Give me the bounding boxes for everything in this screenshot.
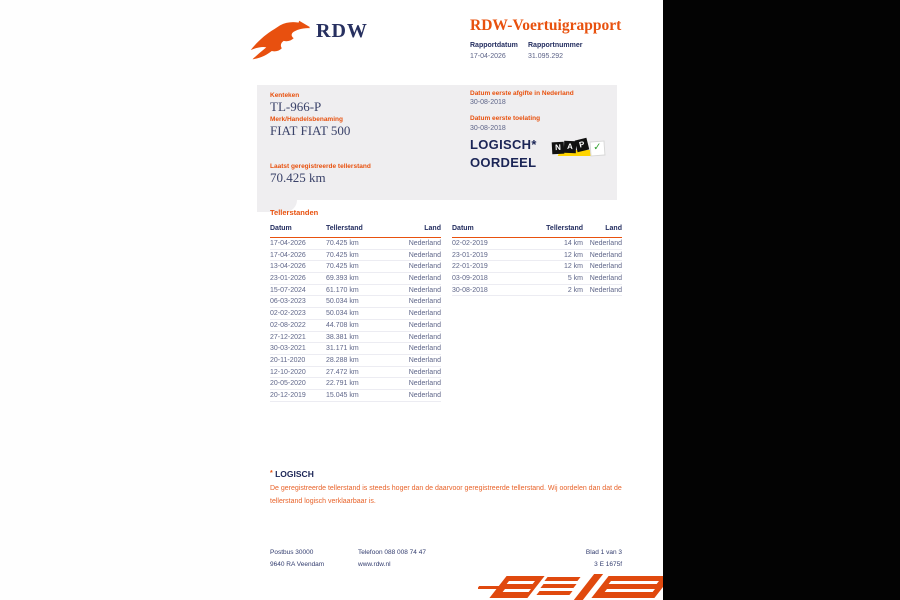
table-header <box>270 222 441 238</box>
cell-datum: 23-01-2026 <box>270 275 306 283</box>
table-row <box>270 378 441 390</box>
logisch-body: De geregistreerde tellerstand is steeds hoger dan de daarvoor geregistreerde tellerstand. Wij oordelen dan dat de tellerstand logisch verklaarbaar is. <box>270 485 622 505</box>
oordeel-text <box>470 136 537 172</box>
cell-land: Nederland <box>408 240 441 247</box>
cell-land: Nederland <box>589 275 622 283</box>
table-row <box>452 238 622 250</box>
logisch-note <box>270 469 642 508</box>
logisch-heading-text: LOGISCH <box>275 469 314 479</box>
cell-datum: 13-04-2026 <box>270 263 306 271</box>
cell-datum: 03-09-2018 <box>452 275 488 283</box>
oordeel-line2: OORDEEL <box>470 155 537 170</box>
table-row <box>452 250 622 262</box>
cell-datum: 20-12-2019 <box>270 391 306 399</box>
cell-datum: 27-12-2021 <box>270 333 306 341</box>
cell-tellerstand: 14 km <box>563 240 583 247</box>
cell-tellerstand: 38.381 km <box>326 333 359 341</box>
cell-datum: 23-01-2019 <box>452 251 488 259</box>
cell-land: Nederland <box>408 321 441 329</box>
table-row <box>270 390 441 402</box>
afgifte-label: Datum eerste afgifte in Nederland <box>470 90 574 97</box>
cell-tellerstand: 50.034 km <box>326 298 359 306</box>
kenteken-value: TL-966-P <box>270 99 322 114</box>
cell-land: Nederland <box>589 251 622 259</box>
cell-land: Nederland <box>408 263 441 271</box>
cell-tellerstand: 44.708 km <box>326 321 359 329</box>
cell-tellerstand: 31.171 km <box>326 345 359 353</box>
col-header-datum: Datum <box>270 225 292 232</box>
table-row <box>270 308 441 320</box>
cell-tellerstand: 70.425 km <box>326 251 359 259</box>
cell-datum: 02-02-2019 <box>452 240 488 247</box>
report-number-label: Rapportnummer <box>528 42 583 49</box>
cell-datum: 02-02-2023 <box>270 310 306 318</box>
footer-contact <box>358 547 426 571</box>
asterisk-marker: * <box>270 470 273 477</box>
cell-land: Nederland <box>589 263 622 271</box>
page-title: RDW-Voertuigrapport <box>470 17 622 34</box>
odometer-table-left <box>270 222 441 402</box>
footer-page-number: Blad 1 van 3 <box>585 549 622 556</box>
footer-page-info <box>470 547 622 571</box>
table-row <box>270 250 441 262</box>
cell-land: Nederland <box>408 380 441 388</box>
merk-label: Merk/Handelsbenaming <box>270 116 343 123</box>
rdw-wordmark: RDW <box>316 20 368 42</box>
cell-tellerstand: 15.045 km <box>326 391 359 399</box>
table-row <box>270 343 441 355</box>
table-header <box>452 222 622 238</box>
cell-datum: 20-05-2020 <box>270 380 306 388</box>
nap-letter-a: A <box>564 141 576 153</box>
table-row <box>452 273 622 285</box>
cell-tellerstand: 70.425 km <box>326 263 359 271</box>
toelating-label: Datum eerste toelating <box>470 115 541 122</box>
speed-lines-pattern <box>478 574 663 600</box>
cell-tellerstand: 12 km <box>563 251 583 259</box>
odometer-table-right <box>452 222 622 296</box>
tellerstand-value: 70.425 km <box>270 170 326 185</box>
col-header-tellerstand: Tellerstand <box>326 225 363 232</box>
cell-tellerstand: 27.472 km <box>326 368 359 376</box>
kenteken-label: Kenteken <box>270 92 300 99</box>
table-row <box>270 296 441 308</box>
table-row <box>270 355 441 367</box>
cell-tellerstand: 50.034 km <box>326 310 359 318</box>
col-header-datum: Datum <box>452 225 474 232</box>
black-side-panel <box>663 0 900 600</box>
cell-land: Nederland <box>408 275 441 283</box>
cell-land: Nederland <box>408 345 441 353</box>
cell-datum: 02-08-2022 <box>270 321 306 329</box>
cell-datum: 30-08-2018 <box>452 286 488 294</box>
cell-land: Nederland <box>408 286 441 294</box>
cell-datum: 17-04-2026 <box>270 240 306 247</box>
cell-datum: 20-11-2020 <box>270 356 306 364</box>
table-row <box>270 320 441 332</box>
cell-land: Nederland <box>589 286 622 294</box>
oordeel-line1: LOGISCH* <box>470 137 537 152</box>
logisch-heading <box>270 469 642 479</box>
cell-tellerstand: 69.393 km <box>326 275 359 283</box>
nap-check-icon: ✓ <box>589 140 605 156</box>
footer-phone: Telefoon 088 008 74 47 <box>358 549 426 556</box>
footer-city: 9640 RA Veendam <box>270 561 325 568</box>
toelating-value: 30-08-2018 <box>470 125 506 132</box>
col-header-land: Land <box>605 225 622 232</box>
table-row <box>452 261 622 273</box>
table-row <box>270 367 441 379</box>
cell-datum: 22-01-2019 <box>452 263 488 271</box>
afgifte-value: 30-08-2018 <box>470 99 506 106</box>
footer-postbus: Postbus 30000 <box>270 549 314 556</box>
cell-land: Nederland <box>408 333 441 341</box>
table-row <box>270 332 441 344</box>
nap-letter-n: N <box>552 142 565 155</box>
footer-website: www.rdw.nl <box>358 561 391 568</box>
cell-tellerstand: 22.791 km <box>326 380 359 388</box>
cell-datum: 17-04-2026 <box>270 251 306 259</box>
table-row <box>270 238 441 250</box>
table-row <box>270 273 441 285</box>
cell-tellerstand: 28.288 km <box>326 356 359 364</box>
vehicle-summary-box <box>257 85 617 200</box>
merk-value: FIAT FIAT 500 <box>270 123 351 138</box>
rdw-wing-logo-icon <box>248 18 312 62</box>
cell-tellerstand: 2 km <box>567 286 583 294</box>
cell-tellerstand: 5 km <box>567 275 583 283</box>
cell-tellerstand: 70.425 km <box>326 240 359 247</box>
nap-logo <box>552 139 610 163</box>
cell-land: Nederland <box>408 251 441 259</box>
cell-tellerstand: 12 km <box>563 263 583 271</box>
cell-land: Nederland <box>408 391 441 399</box>
table-row <box>270 261 441 273</box>
cell-land: Nederland <box>408 368 441 376</box>
cell-land: Nederland <box>589 240 622 247</box>
footer-form-code: 3 E 1675f <box>594 561 622 568</box>
cell-land: Nederland <box>408 356 441 364</box>
tellerstand-label: Laatst geregistreerde tellerstand <box>270 163 371 170</box>
footer-address <box>270 547 324 571</box>
cell-datum: 15-07-2024 <box>270 286 306 294</box>
report-number-value: 31.095.292 <box>528 53 564 60</box>
cell-land: Nederland <box>408 310 441 318</box>
cell-land: Nederland <box>408 298 441 306</box>
cell-datum: 30-03-2021 <box>270 345 306 353</box>
nap-letter-p: P <box>575 138 590 153</box>
report-date-label: Rapportdatum <box>470 42 518 49</box>
tellerstanden-title: Tellerstanden <box>270 208 319 217</box>
table-row <box>270 285 441 297</box>
col-header-land: Land <box>424 225 441 232</box>
cell-tellerstand: 61.170 km <box>326 286 359 294</box>
cell-datum: 12-10-2020 <box>270 368 306 376</box>
col-header-tellerstand: Tellerstand <box>546 225 583 232</box>
table-row <box>452 285 622 297</box>
cell-datum: 06-03-2023 <box>270 298 306 306</box>
report-date-value: 17-04-2026 <box>470 53 506 60</box>
